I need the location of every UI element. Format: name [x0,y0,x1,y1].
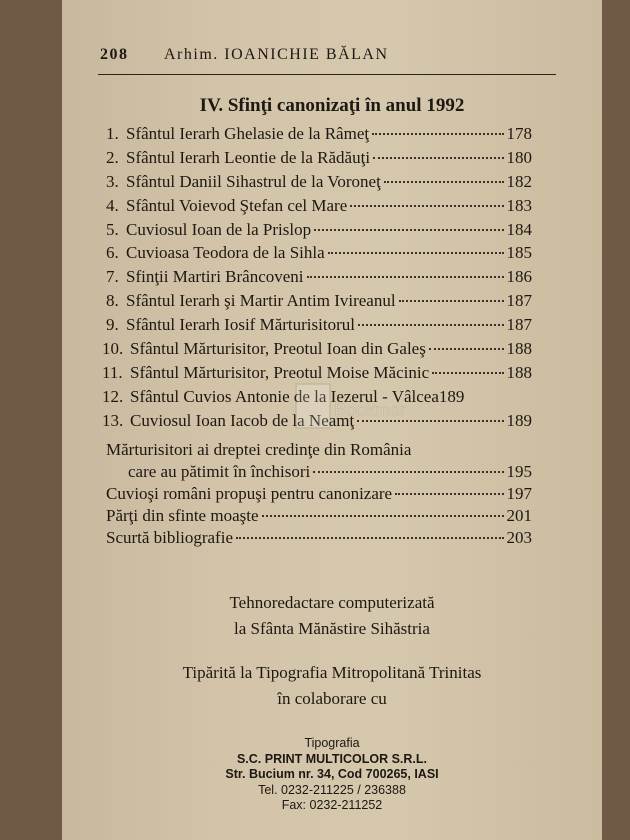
credit-line: la Sfânta Mănăstire Sihăstria [234,619,430,638]
entry-page: 185 [506,243,532,263]
toc-entry-proposed [106,484,532,506]
entry-title: Sfântul Voievod Ştefan cel Mare [126,195,348,215]
leader-dots [313,471,503,473]
running-author: Arhim. IOANICHIE BĂLAN [164,46,389,63]
leader-dots [236,537,504,539]
entry-page: 203 [506,528,532,547]
entry-page: 182 [506,171,532,191]
entry-title: Cuviosul Ioan Iacob de la Neamţ [130,410,355,430]
entry-page: 187 [506,291,532,311]
watermark-text: Bookmer [334,400,407,420]
entry-page: 195 [506,462,532,481]
entry-page: 187 [506,315,532,335]
leader-dots [307,276,504,278]
header-rule [98,74,556,75]
entry-title: Cuviosul Ioan de la Prislop [126,219,312,239]
entry-page: 188 [506,339,532,359]
entry-title: Sfântul Ierarh Iosif Mărturisitorul [126,315,355,335]
entry-number: 10. [102,339,124,359]
entry-page: 189 [438,386,465,406]
toc-entry-confessors [106,440,532,462]
toc-entry [106,267,532,291]
entry-number: 4. [106,195,119,215]
entry-number: 5. [106,219,119,239]
entry-number: 3. [106,171,119,191]
toc-extra-list [106,440,532,550]
toc-entry-bibliography [106,528,532,550]
entry-number: 12. [102,386,124,406]
entry-page: 178 [506,124,532,143]
toc-entry [106,124,532,148]
section-title: IV. Sfinţi canonizaţi în anul 1992 [199,95,465,116]
toc-entry [106,172,532,196]
entry-title: Scurtă bibliografie [106,528,233,547]
entry-title: care au pătimit în închisori [128,462,311,481]
entry-number: 9. [106,315,119,335]
entry-title: Sfântul Daniil Sihastrul de la Voroneţ [126,171,381,191]
printer-name: S.C. PRINT MULTICOLOR S.R.L. [236,751,428,766]
leader-dots [314,229,503,231]
running-header [100,46,550,64]
printer-fax: Fax: 0232-211252 [281,798,383,812]
entry-page: 183 [506,195,532,215]
book-page [62,0,602,840]
entry-title: Cuvioşi români propuşi pentru canonizare [106,484,393,503]
entry-number: 13. [102,410,124,430]
leader-dots [328,252,504,254]
leader-dots [358,324,504,326]
entry-title: Sfântul Ierarh şi Martir Antim Ivireanul [126,291,396,311]
entry-title: Mărturisitori ai dreptei credinţe din România [106,440,412,459]
watermark-logo-icon [288,378,407,438]
entry-title: Sfântul Ierarh Leontie de la Rădăuţi [126,147,371,167]
leader-dots [384,181,504,183]
entry-title: Cuvioasa Teodora de la Sihla [126,243,325,263]
printer-tel: Tel. 0232-211225 / 236388 [258,782,406,797]
entry-page: 201 [506,506,532,525]
page-number: 208 [100,46,129,63]
entry-page: 184 [506,219,532,239]
entry-title: Sfântul Mărturisitor, Preotul Ioan din Galeş [130,339,426,359]
printer-imprint [62,736,602,814]
toc-entry-confessors-cont [106,462,532,484]
credit-line: Tipărită la Tipografia Mitropolitană Trinitas [182,663,482,682]
entry-number: 7. [106,267,119,287]
entry-number: 2. [106,147,119,167]
toc-entry [106,315,532,339]
bookmer-watermark [288,378,407,438]
leader-dots [373,157,503,159]
entry-title: Sfântul Mărturisitor, Preotul Moise Măcinic [130,362,430,382]
entry-title: Sfântul Ierarh Ghelasie de la Râmeţ [126,124,370,143]
printing-credit [62,660,602,712]
toc-entry [106,243,532,267]
leader-dots [350,205,503,207]
entry-number: 11. [102,362,123,382]
entry-title: Sfântul Cuvios Antonie de la Iezerul - Vâlcea [130,386,439,406]
leader-dots [432,372,503,374]
entry-title: Sfinţii Martiri Brâncoveni [126,267,304,287]
leader-dots [395,493,503,495]
printer-label: Tipografia [304,736,360,750]
toc-entry [106,291,532,315]
toc-entry [106,196,532,220]
entry-page: 189 [506,410,532,430]
entry-number: 8. [106,291,119,311]
toc-entry [106,148,532,172]
entry-page: 188 [506,362,532,382]
printer-address: Str. Bucium nr. 34, Cod 700265, IASI [225,767,439,781]
toc-entry-relics [106,506,532,528]
leader-dots [399,300,504,302]
credit-line: Tehnoredactare computerizată [229,593,435,612]
toc-entry [102,339,532,363]
leader-dots [372,133,503,135]
entry-title: Părţi din sfinte moaşte [106,506,259,525]
credit-line: în colaborare cu [277,689,387,708]
entry-page: 197 [506,484,532,503]
entry-page: 186 [506,267,532,287]
entry-number: 6. [106,243,119,263]
typesetting-credit [62,590,602,642]
leader-dots [429,348,504,350]
toc-entry [106,220,532,244]
leader-dots [262,515,504,517]
entry-page: 180 [506,147,532,167]
entry-number: 1. [106,124,119,143]
